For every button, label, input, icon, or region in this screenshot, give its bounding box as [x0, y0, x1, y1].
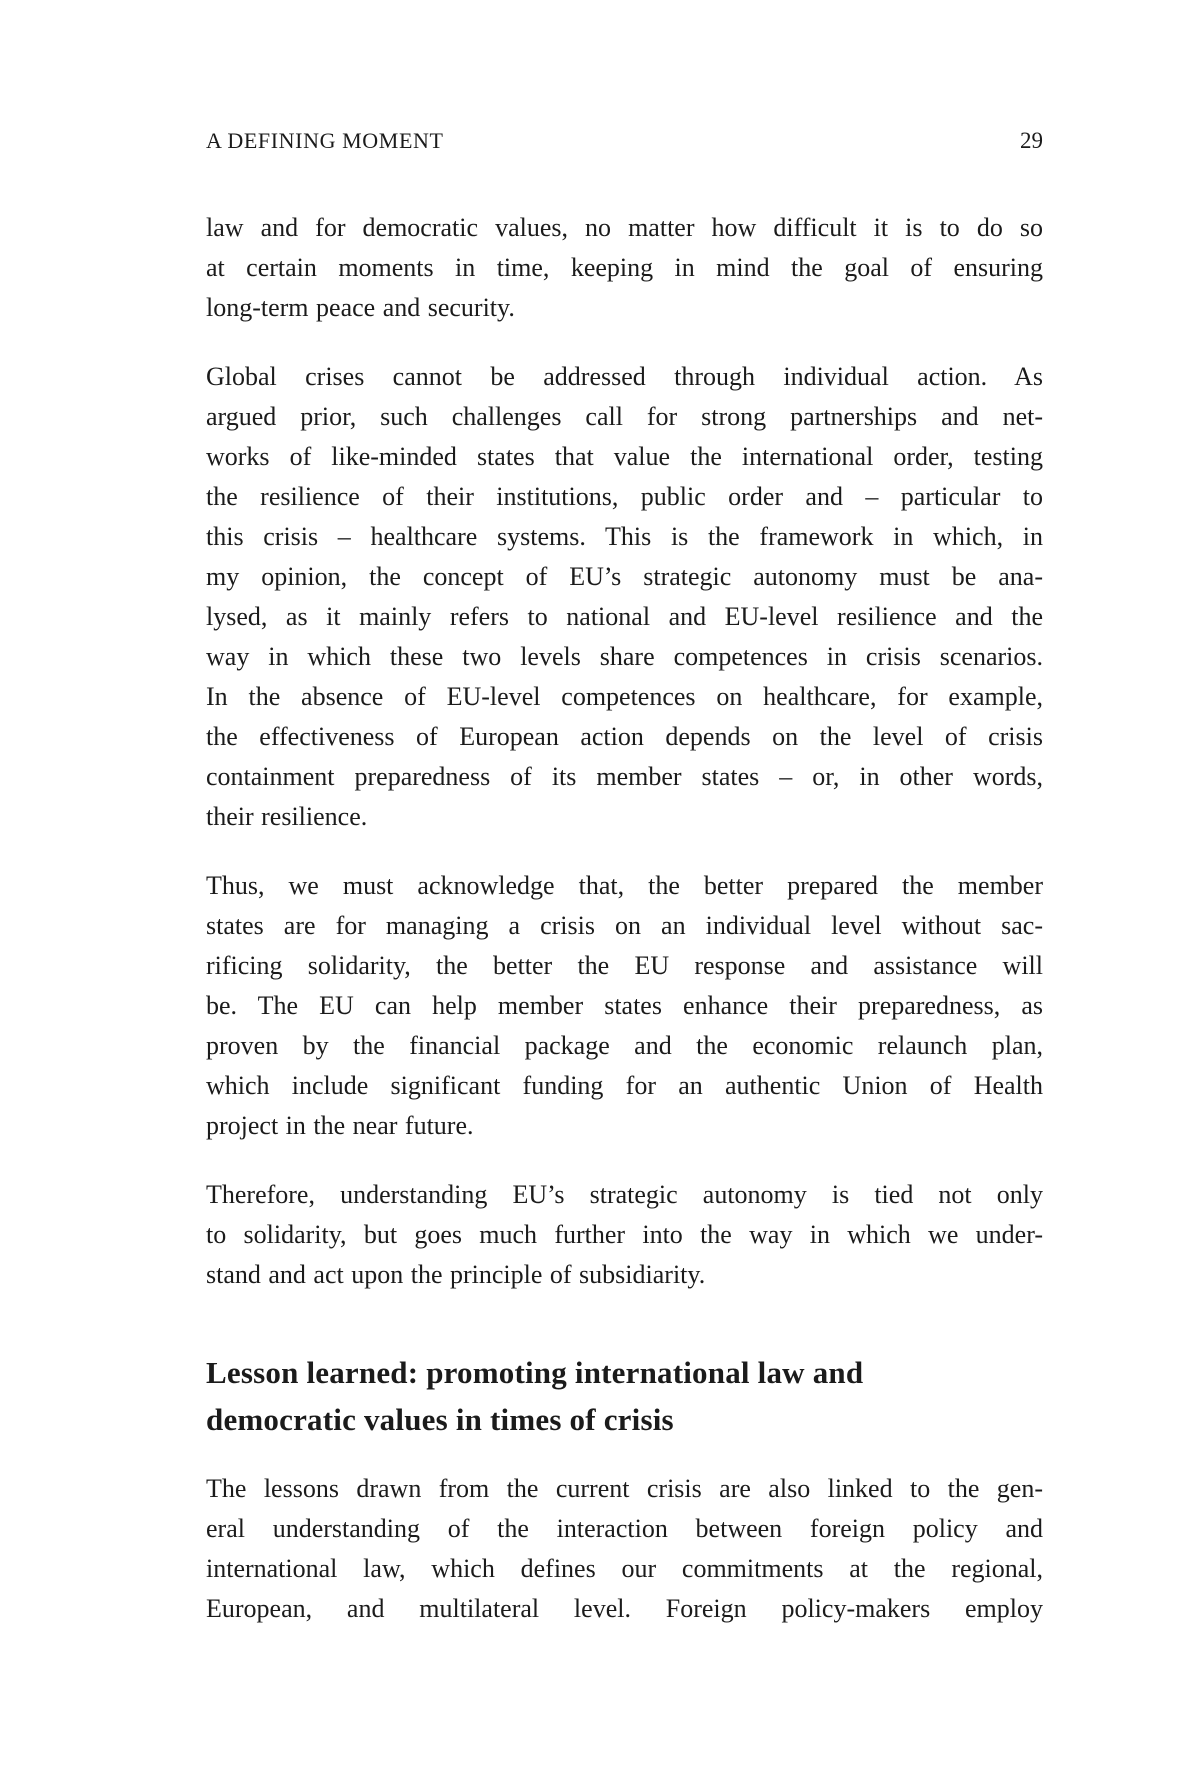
text-line: my opinion, the concept of EU’s strategic autonomy must be ana-: [206, 562, 1043, 591]
text-line: law and for democratic values, no matter how difficult it is to do so: [206, 213, 1043, 242]
text-line: at certain moments in time, keeping in mind the goal of ensuring: [206, 253, 1043, 282]
text-line: rificing solidarity, the better the EU response and assistance will: [206, 951, 1043, 980]
text-line: European, and multilateral level. Foreign policy-makers employ: [206, 1594, 1043, 1623]
text-line: long-term peace and security.: [206, 293, 515, 322]
paragraph: [206, 1175, 1043, 1295]
text-line: states are for managing a crisis on an individual level without sac-: [206, 911, 1043, 940]
text-line: lysed, as it mainly refers to national and EU-level resilience and the: [206, 602, 1043, 631]
text-line: argued prior, such challenges call for strong partnerships and net-: [206, 402, 1043, 431]
text-line: the effectiveness of European action depends on the level of crisis: [206, 722, 1043, 751]
text-line: project in the near future.: [206, 1111, 474, 1140]
text-line: international law, which defines our commitments at the regional,: [206, 1554, 1043, 1583]
text-line: The lessons drawn from the current crisis are also linked to the gen-: [206, 1474, 1043, 1503]
running-head: [206, 128, 1043, 154]
text-line: way in which these two levels share competences in crisis scenarios.: [206, 642, 1043, 671]
paragraph: [206, 1469, 1043, 1629]
page-number: 29: [1020, 128, 1043, 153]
text-line: be. The EU can help member states enhance their preparedness, as: [206, 991, 1043, 1020]
text-line: their resilience.: [206, 802, 368, 831]
section-heading: [206, 1349, 1043, 1443]
text-line: which include significant funding for an authentic Union of Health: [206, 1071, 1043, 1100]
text-line: this crisis – healthcare systems. This is the framework in which, in: [206, 522, 1043, 551]
text-line: stand and act upon the principle of subsidiarity.: [206, 1260, 706, 1289]
running-title: A DEFINING MOMENT: [206, 128, 444, 153]
text-line: to solidarity, but goes much further into the way in which we under-: [206, 1220, 1043, 1249]
text-line: works of like-minded states that value the international order, testing: [206, 442, 1043, 471]
text-line: containment preparedness of its member states – or, in other words,: [206, 762, 1043, 791]
heading-line: Lesson learned: promoting international law and: [206, 1355, 864, 1390]
paragraph: [206, 357, 1043, 837]
text-line: proven by the financial package and the economic relaunch plan,: [206, 1031, 1043, 1060]
paragraph: [206, 866, 1043, 1146]
paragraph: [206, 208, 1043, 328]
text-line: In the absence of EU-level competences on healthcare, for example,: [206, 682, 1043, 711]
text-line: Thus, we must acknowledge that, the better prepared the member: [206, 871, 1043, 900]
heading-line: democratic values in times of crisis: [206, 1402, 674, 1437]
text-line: Global crises cannot be addressed through individual action. As: [206, 362, 1043, 391]
text-line: the resilience of their institutions, public order and – particular to: [206, 482, 1043, 511]
text-line: eral understanding of the interaction between foreign policy and: [206, 1514, 1043, 1543]
page-body: [206, 208, 1043, 1629]
text-line: Therefore, understanding EU’s strategic autonomy is tied not only: [206, 1180, 1043, 1209]
